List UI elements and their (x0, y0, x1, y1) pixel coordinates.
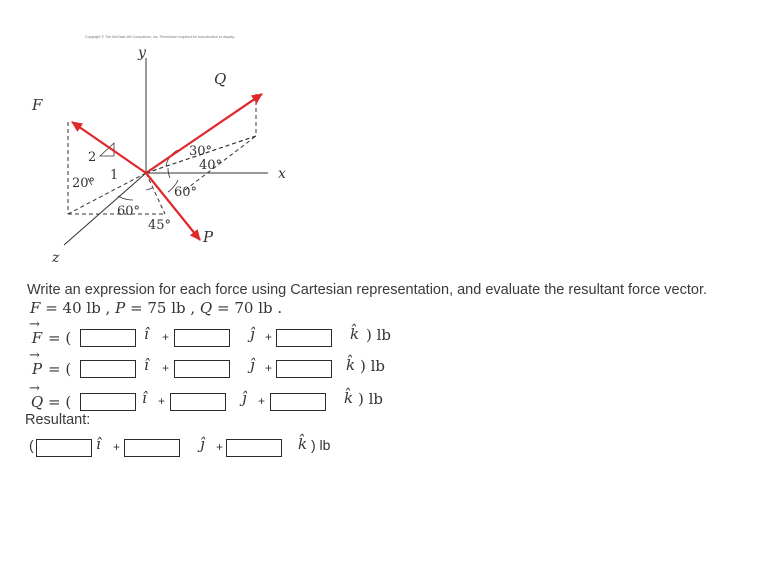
label-2: 2 (88, 150, 97, 165)
Q-i-unit: î (142, 389, 147, 407)
row-F: → F = ( (29, 317, 72, 347)
label-z: z (52, 250, 60, 266)
label-60deg-right: 60° (174, 185, 198, 200)
F-i-unit: î (144, 325, 149, 343)
Q-j-input[interactable] (170, 393, 226, 411)
question-prompt: Write an expression for each force using Cartesian representation, and evaluate the resultant force vector. (27, 282, 707, 298)
P-plus-2: + (265, 361, 273, 375)
given-Q-value: = 70 lb . (217, 299, 283, 317)
P-i-unit: î (144, 356, 149, 374)
F-close-lb: ) lb (366, 326, 392, 344)
P-j-unit: ĵ (250, 356, 255, 374)
label-P: P (203, 228, 214, 246)
force-F-arrow (72, 122, 146, 173)
resultant-close-lb: ) lb (311, 437, 331, 453)
given-F-value: = 40 lb , (45, 299, 111, 317)
F-k-unit: k̂ (350, 325, 360, 343)
given-values (30, 299, 282, 317)
R-j-input[interactable] (124, 439, 180, 457)
R-k-unit: k̂ (298, 435, 308, 453)
label-F: F (32, 96, 43, 114)
F-plus-1: + (162, 330, 170, 344)
R-plus-1: + (113, 440, 121, 454)
F-j-input[interactable] (174, 329, 230, 347)
Q-k-unit: k̂ (344, 389, 354, 407)
label-45deg: 45° (148, 218, 172, 233)
row-P-eq: = ( (48, 360, 72, 378)
row-Q: → Q = ( (29, 381, 72, 411)
given-P-value: = 75 lb , (130, 299, 196, 317)
row-Q-eq: = ( (48, 393, 72, 411)
resultant-open-paren: ( (29, 437, 34, 453)
label-20deg: 20° (72, 176, 96, 191)
resultant-label: Resultant: (25, 412, 91, 428)
P-plus-1: + (162, 361, 170, 375)
P-i-input[interactable] (80, 360, 136, 378)
R-plus-2: + (216, 440, 224, 454)
label-x: x (278, 166, 286, 182)
label-1: 1 (110, 168, 119, 183)
P-j-input[interactable] (174, 360, 230, 378)
row-F-name: F (31, 329, 43, 347)
R-i-input[interactable] (36, 439, 92, 457)
given-Q-name: Q (199, 299, 213, 317)
label-40deg: 40° (199, 158, 223, 173)
angle-arcs (88, 150, 178, 200)
Q-close-lb: ) lb (358, 390, 384, 408)
R-j-unit: ĵ (200, 435, 205, 453)
Q-plus-2: + (258, 394, 266, 408)
P-close-lb: ) lb (360, 357, 386, 375)
Q-k-input[interactable] (270, 393, 326, 411)
label-60deg-left: 60° (117, 204, 141, 219)
label-Q: Q (214, 70, 227, 88)
label-30deg: 30° (189, 144, 213, 159)
R-k-input[interactable] (226, 439, 282, 457)
R-i-unit: î (96, 435, 101, 453)
P-k-unit: k̂ (346, 356, 356, 374)
given-P-name: P (115, 299, 126, 317)
row-P: → P = ( (29, 348, 72, 378)
Q-j-unit: ĵ (242, 389, 247, 407)
given-F-name: F (30, 299, 41, 317)
F-k-input[interactable] (276, 329, 332, 347)
F-i-input[interactable] (80, 329, 136, 347)
row-P-name: P (31, 360, 43, 378)
P-k-input[interactable] (276, 360, 332, 378)
row-Q-name: Q (30, 393, 44, 411)
F-j-unit: ĵ (250, 325, 255, 343)
row-F-eq: = ( (48, 329, 72, 347)
label-y: y (138, 45, 146, 61)
force-diagram (0, 0, 300, 270)
Q-plus-1: + (158, 394, 166, 408)
Q-i-input[interactable] (80, 393, 136, 411)
F-plus-2: + (265, 330, 273, 344)
copyright-text: Copyright © The McGraw-Hill Companies, Inc. Permission required for reproduction or display. (85, 35, 235, 39)
